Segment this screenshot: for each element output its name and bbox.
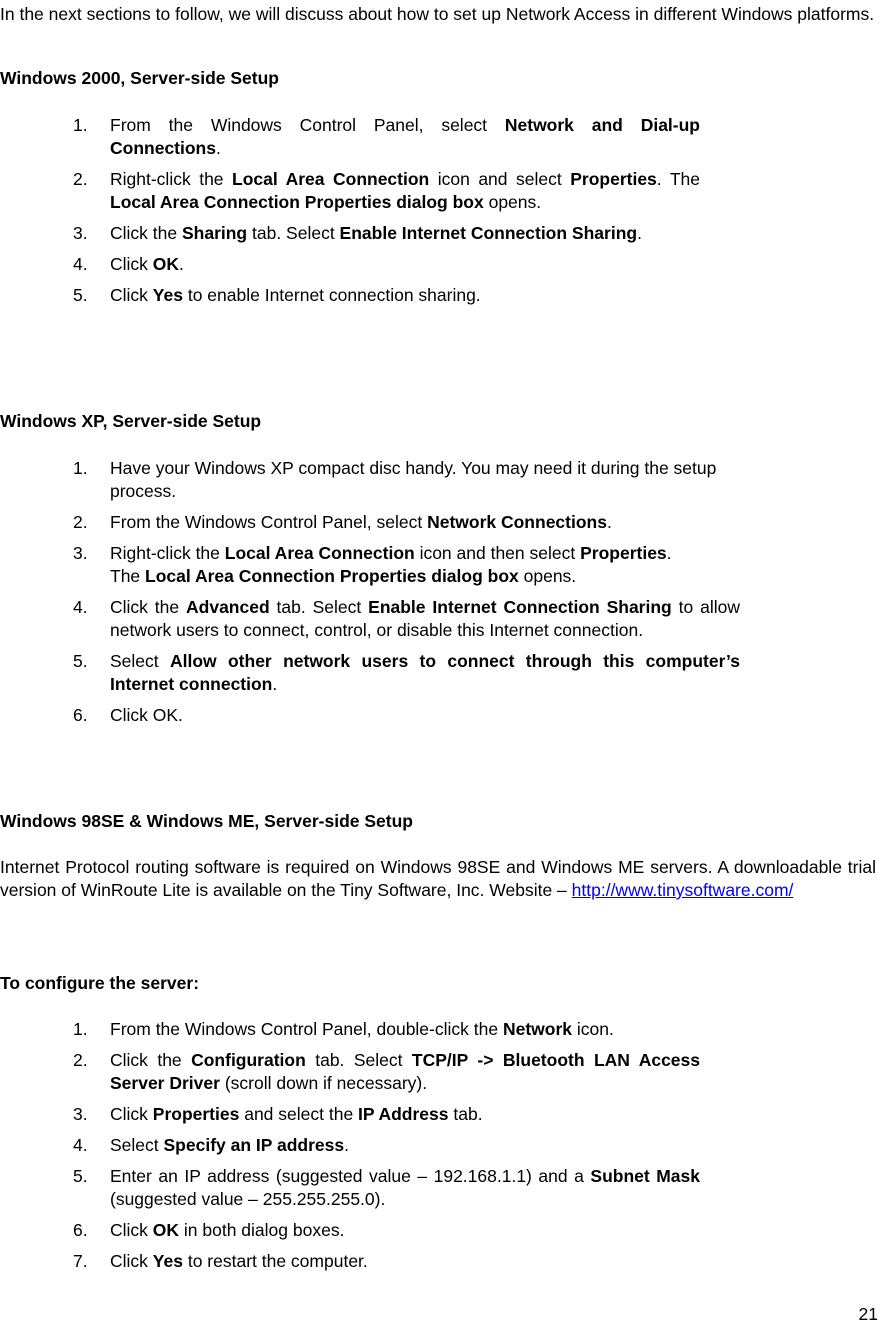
list-item: 1. Have your Windows XP compact disc handy. You may need it during the setup process.: [73, 458, 717, 501]
list-item: 3. Click the Sharing tab. Select Enable Internet Connection Sharing.: [73, 223, 642, 243]
list-item: 2. From the Windows Control Panel, select Network Connections.: [73, 512, 612, 532]
heading-configure-server: To configure the server:: [0, 973, 200, 993]
list-item: 7. Click Yes to restart the computer.: [73, 1251, 368, 1271]
tinysoftware-link[interactable]: http://www.tinysoftware.com/: [571, 880, 794, 900]
list-item: 4. Click the Advanced tab. Select Enable Internet Connection Sharing to allow network users to connect, control, or disable this Internet connection.: [73, 597, 740, 640]
list-item: 6. Click OK.: [73, 705, 183, 725]
list-item: 1. From the Windows Control Panel, select Network and Dial-up Connections.: [73, 115, 700, 158]
list-item: 5. Enter an IP address (suggested value – 192.168.1.1) and a Subnet Mask (suggested value – 255.255.255.0).: [73, 1166, 700, 1209]
windows-98-paragraph: Internet Protocol routing software is required on Windows 98SE and Windows ME servers. A downloadable trial version of WinRoute Lite is available on the Tiny Software, Inc. Website – http://www.tinysoftware.com/: [0, 857, 876, 900]
list-item: 2. Click the Configuration tab. Select TCP/IP -> Bluetooth LAN Access Server Driver (scroll down if necessary).: [73, 1050, 700, 1093]
list-item: 5. Click Yes to enable Internet connection sharing.: [73, 285, 481, 305]
steps-configure-server: [0, 1018, 700, 1281]
steps-windows-2000: [0, 114, 700, 315]
list-item: 5. Select Allow other network users to connect through this computer’s Internet connection.: [73, 651, 741, 694]
heading-windows-98-me: Windows 98SE & Windows ME, Server-side Setup: [0, 811, 413, 831]
heading-windows-2000: Windows 2000, Server-side Setup: [0, 68, 279, 88]
list-item: 4. Select Specify an IP address.: [73, 1135, 349, 1155]
list-item: 2. Right-click the Local Area Connection icon and select Properties. The Local Area Connection Properties dialog box opens.: [73, 169, 700, 212]
list-item: 6. Click OK in both dialog boxes.: [73, 1220, 345, 1240]
list-item: 3. Right-click the Local Area Connection icon and then select Properties. The Local Area Connection Properties dialog box opens.: [73, 543, 672, 586]
intro-paragraph: In the next sections to follow, we will discuss about how to set up Network Access in different Windows platforms.: [0, 4, 875, 24]
list-item: 1. From the Windows Control Panel, double-click the Network icon.: [73, 1019, 614, 1039]
heading-windows-xp: Windows XP, Server-side Setup: [0, 411, 262, 431]
steps-windows-xp: [0, 457, 740, 735]
list-item: 3. Click Properties and select the IP Address tab.: [73, 1104, 483, 1124]
page-number: 21: [858, 1304, 878, 1324]
list-item: 4. Click OK.: [73, 254, 184, 274]
